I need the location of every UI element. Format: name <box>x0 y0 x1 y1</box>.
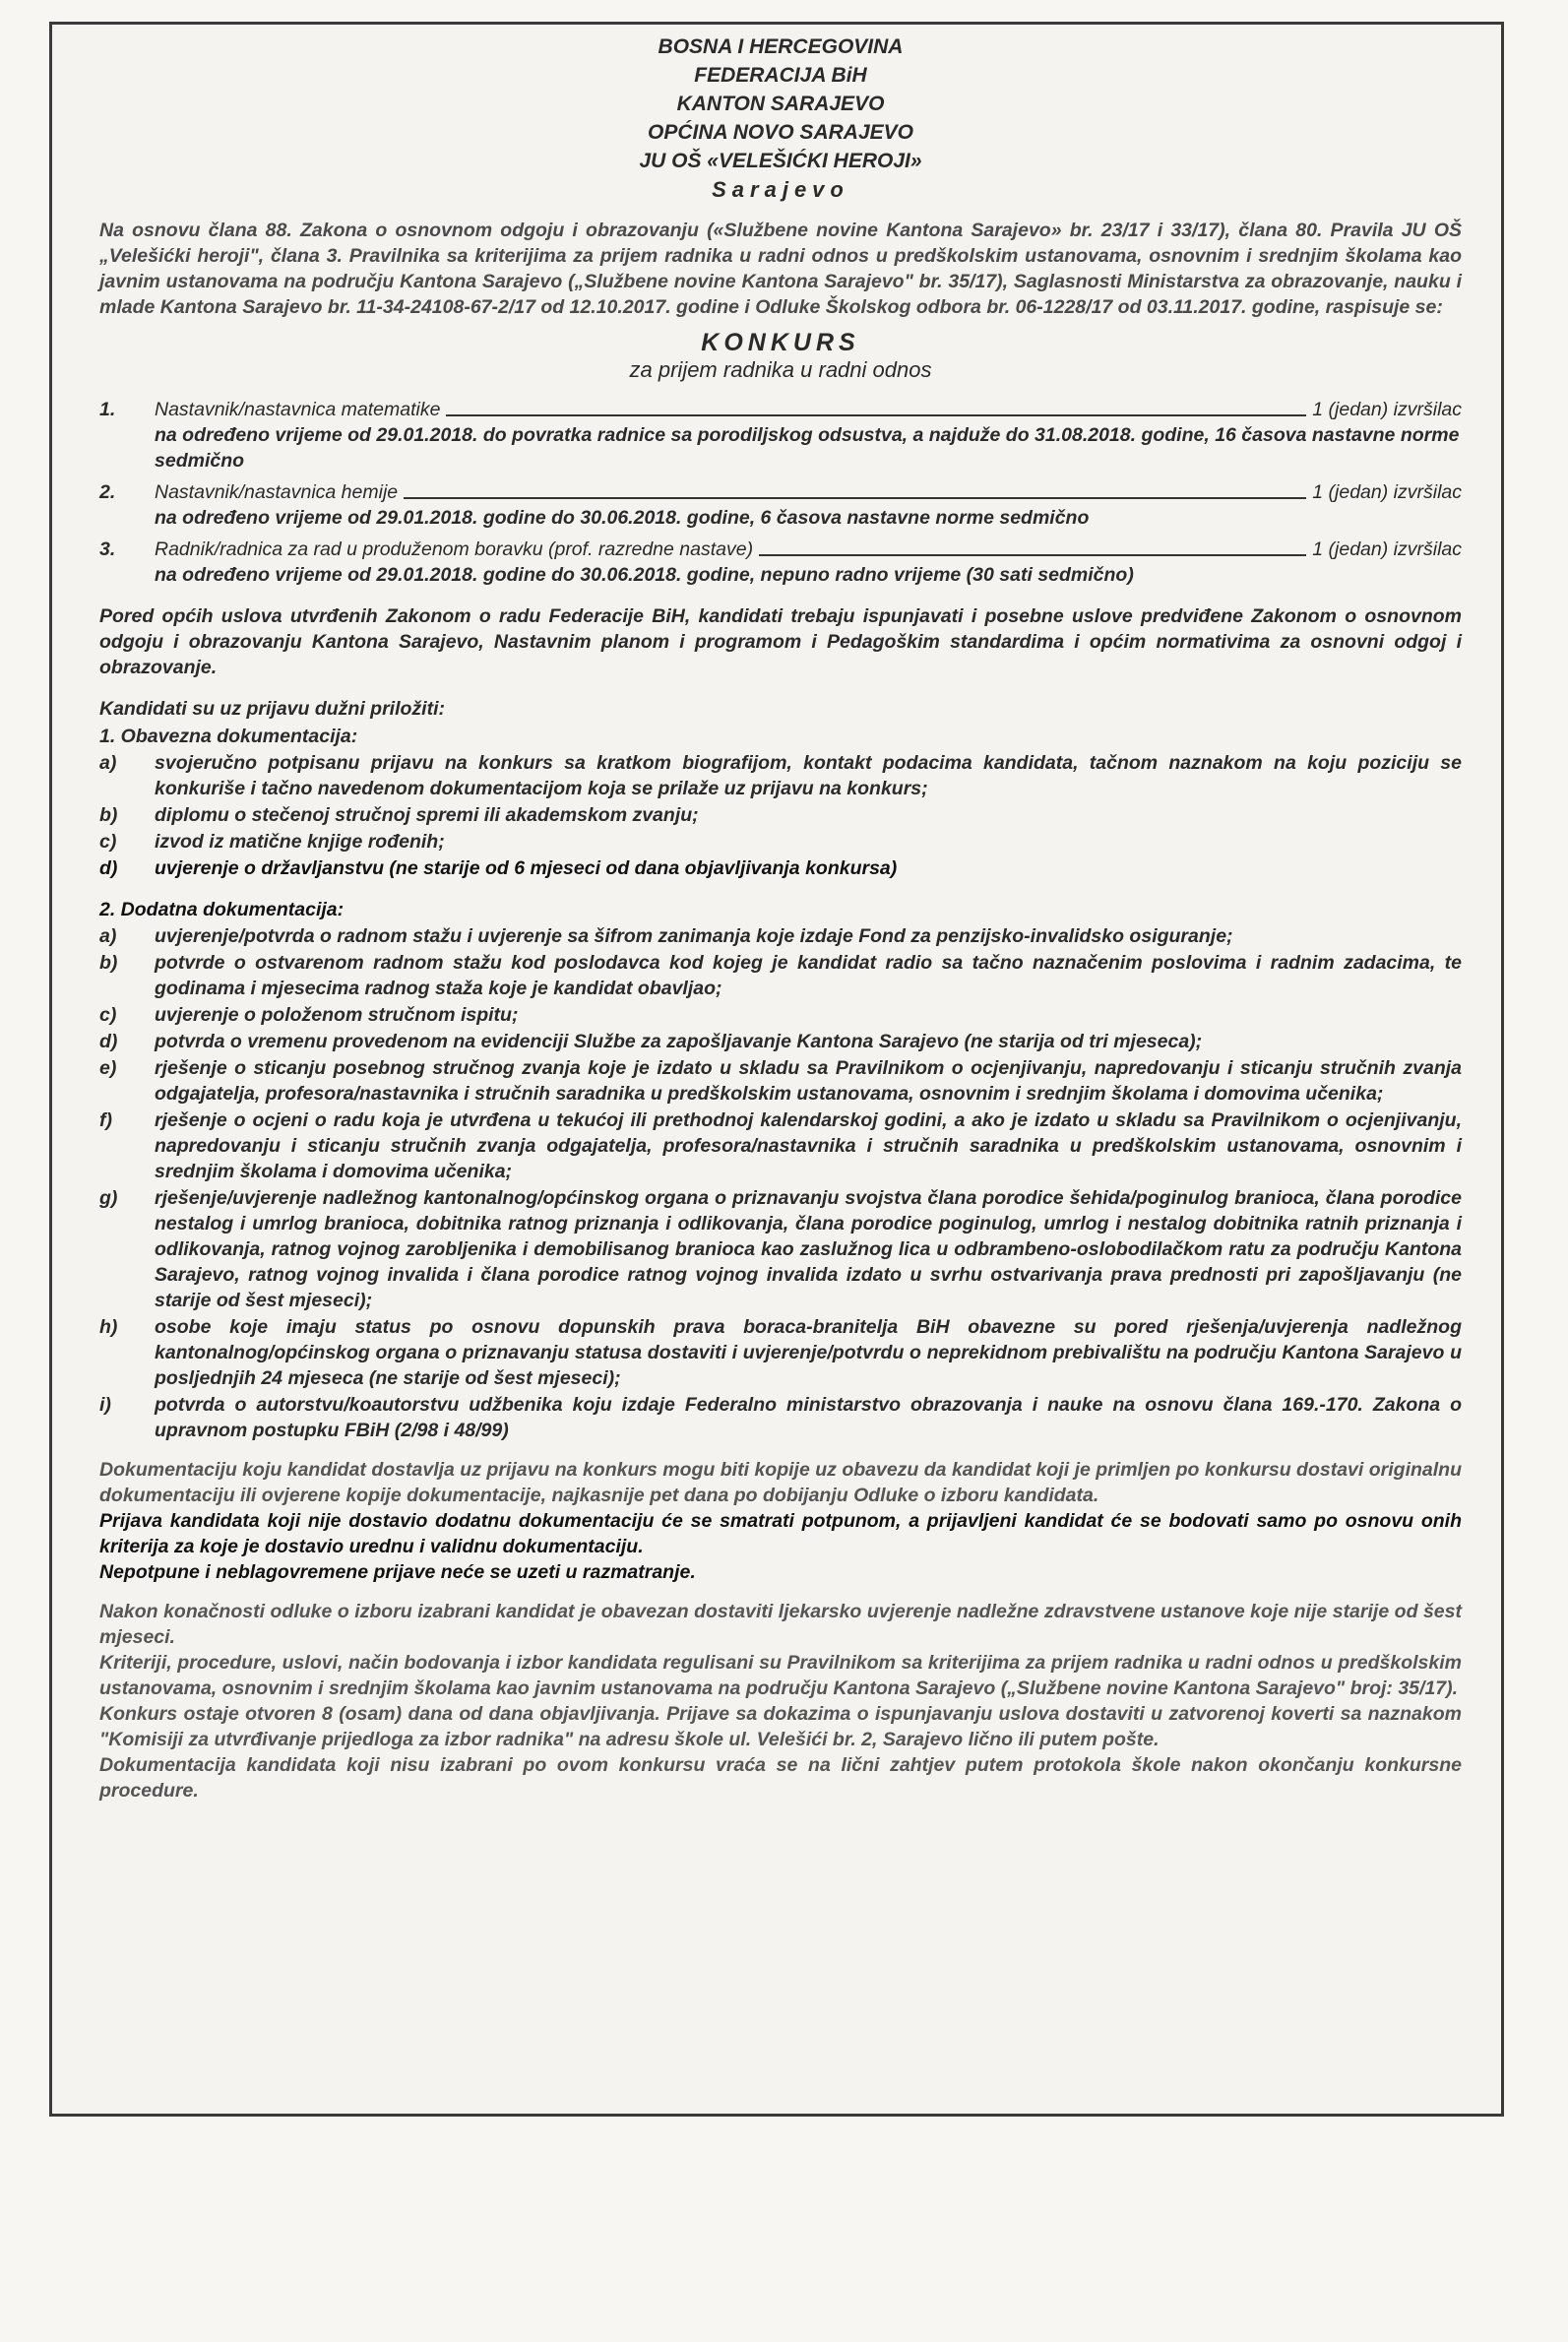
item-letter: d) <box>99 857 118 879</box>
item-text: izvod iz matične knjige rođenih; <box>155 831 445 853</box>
list-item <box>99 950 1462 1001</box>
position-detail: na određeno vrijeme od 29.01.2018. godine do 30.06.2018. godine, nepuno radno vrijeme (30 sati sedmično) <box>155 564 1134 586</box>
document-header <box>99 32 1462 204</box>
list-item <box>99 1185 1462 1313</box>
closing-paragraph: Dokumentacija kandidata koji nisu izabrani po ovom konkursu vraća se na lični zahtjev putem protokola škole nakon okončanju konkursne procedure. <box>99 1754 1462 1802</box>
item-text: rješenje o sticanju posebnog stručnog zvanja koje je izdato u skladu sa Pravilnikom o ocjenjivanju, napredovanju i sticanju stručnih zvanja odgajatelja, profesora/nastavnika i stručnih saradnika u predškolskim ustanovama, osnovnim i srednjim školama i domovima učenika; <box>155 1057 1462 1105</box>
header-canton: KANTON SARAJEVO <box>676 93 885 115</box>
item-letter: h) <box>99 1316 118 1338</box>
closing-paragraph: Dokumentaciju koju kandidat dostavlja uz prijavu na konkurs mogu biti kopije uz obavezu da kandidat koji je primljen po konkursu dostavi originalnu dokumentaciju ili ovjerene kopije dokumentacije, najkasnije pet dana po dobijanju Odluke o izboru kandidata. <box>99 1459 1462 1506</box>
closing-section <box>99 1457 1462 1804</box>
position-label: Nastavnik/nastavnica hemije <box>155 481 399 503</box>
document-page <box>49 22 1504 2117</box>
item-text: potvrde o ostvarenom radnom stažu kod poslodavca kod kojeg je kandidat radio sa tačno naznačenim poslovima i radnim zadacima, te godinama i mjesecima radnog staža koje je kandidat obavljao; <box>155 952 1462 999</box>
item-letter: b) <box>99 804 118 826</box>
item-letter: d) <box>99 1031 118 1052</box>
item-text: svojeručno potpisanu prijavu na konkurs sa kratkom biografijom, kontakt podacima kandidata, tačnom naznakom na koju poziciju se konkuriše i tačno navedenom dokumentacijom koja se prilaže uz prijavu na konkurs; <box>155 752 1462 799</box>
position-number: 1. <box>99 399 116 420</box>
closing-paragraph: Konkurs ostaje otvoren 8 (osam) dana od dana objavljivanja. Prijave sa dokazima o ispunjavanju uslova dostaviti u zatvorenoj koverti sa naznakom "Komisiji za utvrđivanje prijedloga za izbor radnika" na adresu škole ul. Velešići br. 2, Sarajevo lično ili putem pošte. <box>99 1703 1462 1750</box>
header-federation: FEDERACIJA BiH <box>694 64 867 87</box>
item-text: uvjerenje o položenom stručnom ispitu; <box>155 1004 519 1026</box>
position-number: 3. <box>99 538 116 560</box>
additional-heading: 2. Dodatna dokumentacija: <box>99 899 345 920</box>
list-item <box>99 1002 1462 1028</box>
item-letter: f) <box>99 1109 112 1131</box>
item-letter: a) <box>99 752 117 774</box>
header-country: BOSNA I HERCEGOVINA <box>658 35 904 58</box>
item-text: rješenje o ocjeni o radu koja je utvrđena u tekućoj ili prethodnoj kalendarskoj godini, a ako je izdato u skladu sa Pravilnikom o ocjenjivanju, napredovanju i sticanju stručnih zvanja odgajatelja, profesora/nastavnika i stručnih saradnika u predškolskim ustanovama, osnovnim i srednjim školama i domovima učenika; <box>155 1109 1462 1182</box>
position-label: Nastavnik/nastavnica matematike <box>155 399 441 420</box>
general-conditions: Pored općih uslova utvrđenih Zakonom o radu Federacije BiH, kandidati trebaju ispunjavati i posebne uslove predviđene Zakonom o osnovnom odgoju i obrazovanju Kantona Sarajevo, Nastavnim planom i programom i Pedagoškim standardima i općim normativima za osnovni odgoj i obrazovanje. <box>99 605 1462 678</box>
mandatory-heading: 1. Obavezna dokumentacija: <box>99 726 358 747</box>
position-detail: na određeno vrijeme od 29.01.2018. godine do 30.06.2018. godine, 6 časova nastavne norme sedmično <box>155 507 1090 529</box>
position-label: Radnik/radnica za rad u produženom boravku (prof. razredne nastave) <box>155 538 754 560</box>
position-count: 1 (jedan) izvršilac <box>1312 481 1462 503</box>
position-item <box>99 479 1462 531</box>
item-letter: c) <box>99 831 117 853</box>
positions-list <box>99 397 1462 588</box>
additional-list <box>99 923 1462 1443</box>
list-item <box>99 1108 1462 1184</box>
list-item <box>99 1029 1462 1054</box>
item-letter: b) <box>99 952 118 974</box>
item-text: uvjerenje o državljanstvu (ne starije od 6 mjeseci od dana objavljivanja konkursa) <box>155 857 898 879</box>
position-item <box>99 537 1462 588</box>
header-municipality: OPĆINA NOVO SARAJEVO <box>648 121 913 144</box>
header-school: JU OŠ «VELEŠIĆKI HEROJI» <box>639 150 922 172</box>
list-item <box>99 1055 1462 1107</box>
list-item <box>99 829 1462 855</box>
item-text: osobe koje imaju status po osnovu dopunskih prava boraca-branitelja BiH obavezne su pored rješenja/uvjerenja nadležnog kantonalnog/općinskog organa o priznavanju statusa dostaviti i uvjerenje/potvrdu o neprekidnom prebivalištu na području Kantona Sarajevo u posljednjih 24 mjeseca (ne starije od šest mjeseci); <box>155 1316 1462 1389</box>
document-subtitle: za prijem radnika u radni odnos <box>629 357 932 382</box>
item-letter: a) <box>99 925 117 947</box>
list-item <box>99 923 1462 949</box>
header-city: Sarajevo <box>712 177 849 202</box>
position-count: 1 (jedan) izvršilac <box>1312 399 1462 420</box>
list-item <box>99 1392 1462 1443</box>
position-item <box>99 397 1462 474</box>
leader-line <box>404 497 1306 499</box>
list-item <box>99 802 1462 828</box>
closing-paragraph: Nepotpune i neblagovremene prijave neće se uzeti u razmatranje. <box>99 1561 696 1583</box>
item-letter: i) <box>99 1394 111 1416</box>
mandatory-list <box>99 750 1462 881</box>
item-text: rješenje/uvjerenje nadležnog kantonalnog/općinskog organa o priznavanju svojstva člana porodice šehida/poginulog branioca, člana porodice nestalog i umrlog branioca, dobitnika ratnog priznanja i odlikovanja, člana porodice poginulog, umrlog i nestalog dobitnika ratnih priznanja i odlikovanja, ratnog vojnog zarobljenika i demobilisanog branioca kao zaslužnog lica u odbrambeno-oslobodilačkom ratu za području Kantona Sarajevo, ratnog vojnog invalida i člana porodice ratnog vojnog invalida izdato u svrhu ostvarivanja prava prednosti pri zapošljavanju (ne starije od šest mjeseci); <box>155 1187 1462 1311</box>
attachments-intro: Kandidati su uz prijavu dužni priložiti: <box>99 698 445 720</box>
position-detail: na određeno vrijeme od 29.01.2018. do povratka radnice sa porodiljskog odsustva, a najduže do 31.08.2018. godine, 16 časova nastavne norme sedmično <box>155 424 1460 472</box>
list-item <box>99 1314 1462 1391</box>
list-item <box>99 750 1462 801</box>
item-letter: e) <box>99 1057 117 1079</box>
closing-paragraph: Nakon konačnosti odluke o izboru izabrani kandidat je obavezan dostaviti ljekarsko uvjerenje nadležne zdravstvene ustanove koje nije starije od šest mjeseci. <box>99 1601 1462 1648</box>
leader-line <box>446 414 1306 416</box>
closing-paragraph: Kriteriji, procedure, uslovi, način bodovanja i izbor kandidata regulisani su Pravilnikom sa kriterijima za prijem radnika u radni odnos u predškolskim ustanovama, osnovnim i srednjim školama kao javnim ustanovama na području Kantona Sarajevo („Službene novine Kantona Sarajevo" broj: 35/17). <box>99 1652 1462 1699</box>
document-title: KONKURS <box>701 329 860 356</box>
position-number: 2. <box>99 481 116 503</box>
item-text: potvrda o vremenu provedenom na evidenciji Službe za zapošljavanje Kantona Sarajevo (ne starija od tri mjeseca); <box>155 1031 1203 1052</box>
closing-paragraph: Prijava kandidata koji nije dostavio dodatnu dokumentaciju će se smatrati potpunom, a prijavljeni kandidat će se bodovati samo po osnovu onih kriterija za koje je dostavio urednu i validnu dokumentaciju. <box>99 1510 1462 1557</box>
item-text: diplomu o stečenoj stručnoj spremi ili akademskom zvanju; <box>155 804 699 826</box>
item-letter: g) <box>99 1187 118 1209</box>
intro-paragraph: Na osnovu člana 88. Zakona o osnovnom odgoju i obrazovanju («Službene novine Kantona Sarajevo» br. 23/17 i 33/17), člana 80. Pravila JU OŠ „Velešićki heroji", člana 3. Pravilnika sa kriterijima za prijem radnika u radni odnos u predškolskim ustanovama, osnovnim i srednjim školama kao javnim ustanovama na području Kantona Sarajevo („Službene novine Kantona Sarajevo" br. 35/17), Saglasnosti Ministarstva za obrazovanje, nauku i mlade Kantona Sarajevo br. 11-34-24108-67-2/17 od 12.10.2017. godine i Odluke Školskog odbora br. 06-1228/17 od 03.11.2017. godine, raspisuje se: <box>99 220 1462 318</box>
list-item <box>99 855 1462 881</box>
leader-line <box>759 554 1306 556</box>
item-letter: c) <box>99 1004 117 1026</box>
item-text: uvjerenje/potvrda o radnom stažu i uvjerenje sa šifrom zanimanja koje izdaje Fond za penzijsko-invalidsko osiguranje; <box>155 925 1233 947</box>
position-count: 1 (jedan) izvršilac <box>1312 538 1462 560</box>
item-text: potvrda o autorstvu/koautorstvu udžbenika koju izdaje Federalno ministarstvo obrazovanja i nauke na osnovu člana 169.-170. Zakona o upravnom postupku FBiH (2/98 i 48/99) <box>155 1394 1462 1441</box>
